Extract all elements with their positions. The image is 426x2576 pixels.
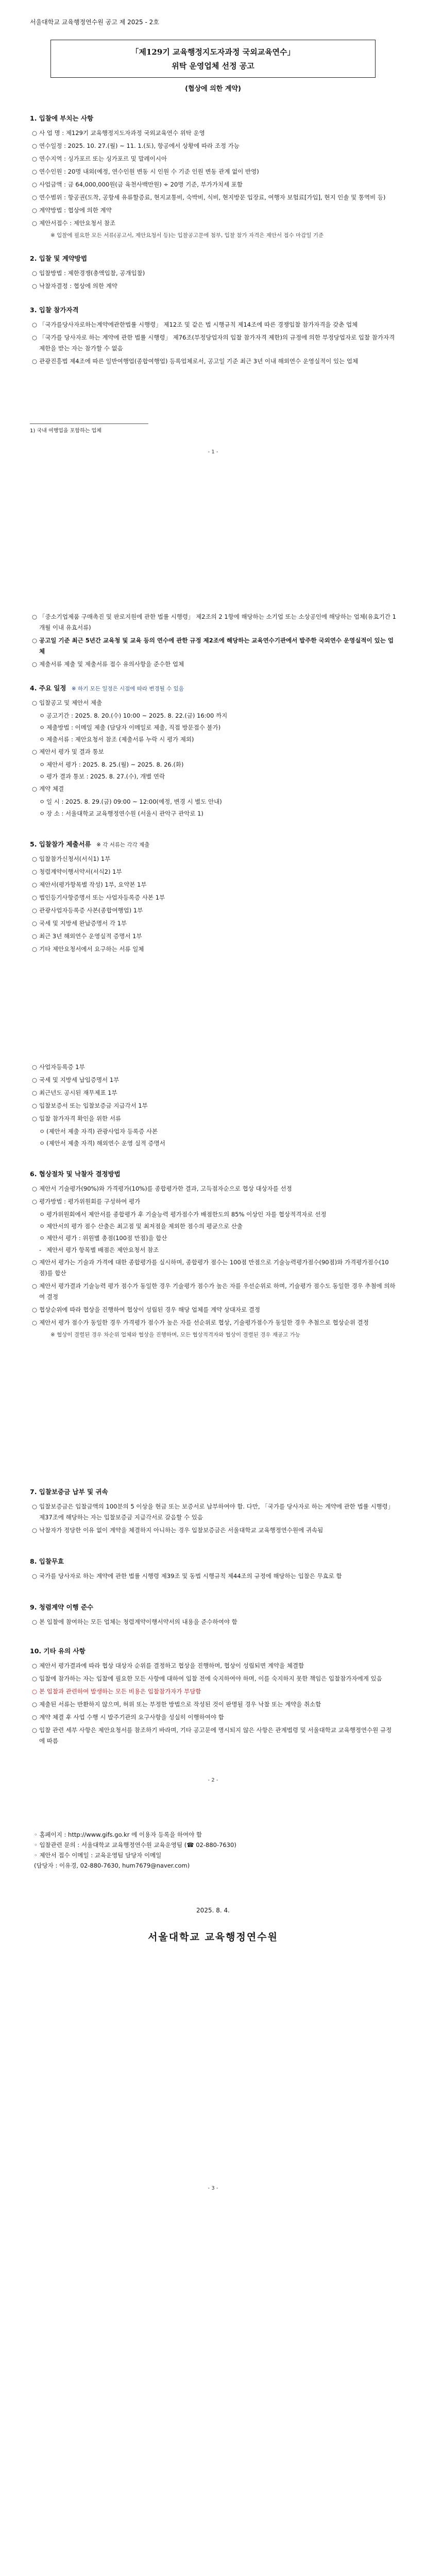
section-1-note: ※ 입찰에 필요한 모든 서류(공고서, 제안요청서 등)는 입찰공고문에 첨부, 입찰 참가 자격은 제안서 접수 마감일 기준 <box>50 232 324 239</box>
page-number-2: - 2 - <box>208 1777 218 1783</box>
bullet-marker: ○ <box>32 1726 38 1734</box>
list-item <box>30 918 396 929</box>
list-item-text: 평가위원회에서 제안서를 종합평가 후 기술능력 평가점수가 배점한도의 85% 이상인 자를 협상적격자로 선정 <box>46 1211 327 1218</box>
bullet-marker: ○ <box>32 1306 38 1313</box>
list-item <box>30 635 396 657</box>
section-5b-list <box>30 1062 396 1148</box>
list-item <box>30 1062 396 1073</box>
list-item-text: 관광진흥법 제4조에 따른 일반여행업(종합여행업) 등록업체로서, 공고일 기준 최근 3년 이내 해외연수 운영실적이 있는 업체 <box>39 358 359 365</box>
bullet-marker: ○ <box>32 894 38 901</box>
list-item-text: (제안서 제출 자격) 해외연수 운영 실적 증명서 <box>46 1140 165 1147</box>
bullet-marker: ○ <box>32 1503 38 1510</box>
section-3-list <box>30 319 396 367</box>
list-item-text: 계약방법 : 협상에 의한 계약 <box>39 207 112 214</box>
section-2-heading: 2. 입찰 및 계약방법 <box>30 255 88 262</box>
list-item-text: 국세 및 지방세 완납증명서 각 1부 <box>39 920 127 927</box>
bullet-marker: ○ <box>32 207 38 214</box>
list-item <box>30 141 396 151</box>
bullet-marker: ○ <box>32 181 38 188</box>
list-item <box>30 747 396 757</box>
bullet-marker: ㅇ <box>39 1128 45 1135</box>
list-item <box>30 154 396 164</box>
bullet-marker: ○ <box>32 1618 38 1625</box>
list-item-text: (제안서 제출 자격) 관광사업자 등록증 사본 <box>46 1128 158 1135</box>
list-item-text: 공고일 기준 최근 5년간 교육청 및 교육 등의 연수에 관한 규정 제2조에 해당하는 교육연수기관에서 발주한 국외연수 운영실적이 있는 업체 <box>39 637 394 655</box>
list-item <box>30 1281 396 1302</box>
page-number-1: - 1 - <box>208 449 218 455</box>
section-4-list <box>30 698 396 819</box>
list-item <box>30 1183 396 1194</box>
bullet-marker: ○ <box>32 1115 38 1122</box>
list-item <box>30 1660 396 1671</box>
section-7-heading: 7. 입찰보증금 납부 및 귀속 <box>30 1488 108 1496</box>
section-9-heading: 9. 청렴계약 이행 준수 <box>30 1603 94 1611</box>
list-item <box>30 1100 396 1111</box>
list-item <box>30 796 396 807</box>
issuer-signature: 서울대학교 교육행정연수원 <box>148 1931 278 1943</box>
list-item <box>30 931 396 942</box>
list-item <box>30 1686 396 1697</box>
list-item <box>30 332 396 354</box>
bullet-marker: ○ <box>32 945 38 953</box>
section-6-note: ※ 협상이 결렬된 경우 차순위 업체와 협상을 진행하며, 모든 협상적격자와 협상이 결렬된 경우 재공고 가능 <box>50 1332 300 1338</box>
list-item-text: 제안서 평가 : 위원별 총점(100점 만점)을 합산 <box>46 1234 167 1242</box>
bullet-marker: ○ <box>32 1259 38 1266</box>
list-item-text: 연수지역 : 싱가포르 또는 싱가포르 및 말레이시아 <box>39 155 167 162</box>
bullet-marker: ○ <box>32 748 38 755</box>
notice-number: 서울대학교 교육행정연수원 공고 제 2025 - 2호 <box>30 19 159 26</box>
section-4-title: 4. 주요 일정 <box>30 684 66 692</box>
bullet-marker: ○ <box>32 1527 38 1534</box>
list-item-text: 제안서 평가 항목별 배점은 제안요청서 참조 <box>46 1246 159 1253</box>
bullet-marker: ○ <box>32 1714 38 1721</box>
bullet-marker: ○ <box>32 194 38 201</box>
bullet-marker: ○ <box>32 660 38 668</box>
title-subtitle: (협상에 의한 계약) <box>185 85 241 93</box>
section-3b-list <box>30 612 396 670</box>
title-box <box>50 40 376 78</box>
bullet-marker: ○ <box>32 1089 38 1096</box>
bullet-marker: ○ <box>32 868 38 875</box>
list-item-text: 국가를 당사자로 하는 계약에 관한 법률 시행령 제39조 및 동법 시행규칙 제44조의 규정에 해당하는 입찰은 무효로 함 <box>39 1572 342 1580</box>
list-item-text: 제안서 평가 점수가 동일한 경우 가격평가 점수가 높은 자를 선순위로 협상, 기술평가점수가 동일한 경우 추첨으로 협상순위 결정 <box>39 1319 369 1326</box>
section-4-heading <box>30 683 396 692</box>
list-item-text: 제안서 평가결과 기술능력 평가 점수가 동일한 경우 기술평가 점수가 높은 자를 우선순위로 하며, 기술평가 점수도 동일한 경우 추첨에 의하여 결정 <box>39 1282 396 1300</box>
bullet-marker: ○ <box>32 613 38 620</box>
list-item-text: 「중소기업제품 구매촉진 및 판로지원에 관한 법률 시행령」 제2조의 2 1항에 해당하는 소기업 또는 소상공인에 해당하는 업체(유효기간 1개월 이내 유효서류) <box>39 613 396 631</box>
list-item-text: 관광사업자등록증 사본(종합여행업) 1부 <box>39 907 143 914</box>
list-item <box>30 1221 396 1231</box>
list-item-text: 법인등기사항증명서 또는 사업자등록증 사본 1부 <box>39 894 165 901</box>
list-item <box>30 1317 396 1328</box>
list-item <box>30 808 396 819</box>
section-3-heading: 3. 입찰 참가자격 <box>30 306 79 314</box>
list-item-text: 협상순위에 따라 협상을 진행하여 협상이 성립된 경우 해당 업체를 계약 상대자로 결정 <box>39 1306 261 1313</box>
list-item-text: 제출된 서류는 반환하지 않으며, 허위 또는 부정한 방법으로 작성된 것이 판명될 경우 낙찰 또는 계약을 취소함 <box>39 1701 321 1708</box>
list-item <box>30 1257 396 1279</box>
bullet-marker: ○ <box>32 142 38 149</box>
contact-email: ◦ 제안서 접수 이메일 : 교육운영팀 담당자 이메일 <box>34 1852 162 1859</box>
list-item-text: 연수인원 : 20명 내외(예정, 연수인원 변동 시 인원 수 기준 인원 변동 관계 없이 반영) <box>39 168 259 175</box>
list-item-text: 제안서 평가 : 2025. 8. 25.(월) ~ 2025. 8. 26.(화) <box>46 761 184 768</box>
list-item <box>30 1525 396 1536</box>
list-item <box>30 205 396 216</box>
list-item-text: 입찰보증금은 입찰금액의 100분의 5 이상을 현금 또는 보증서로 납부하여야 함. 다만, 「국가를 당사자로 하는 계약에 관한 법률 시행령」 제37조에 해당하는 자는 입찰보증금 지급각서로 갈음할 수 있음 <box>39 1503 394 1521</box>
bullet-marker: ○ <box>32 933 38 940</box>
list-item-text: 국세 및 지방세 납입증명서 1부 <box>39 1076 120 1083</box>
bullet-marker: ㅇ <box>39 712 45 719</box>
title-line-1: 「제129기 교육행정지도자과정 국외교육연수」 <box>131 47 295 57</box>
bullet-marker: ○ <box>32 785 38 792</box>
list-item <box>30 1075 396 1086</box>
bullet-marker: ○ <box>32 321 38 328</box>
contact-inquiry: ◦ 입찰관련 문의 : 서울대학교 교육행정연수원 교육운영팀 (☎ 02-880-7630) <box>34 1841 236 1849</box>
bullet-marker: ㅇ <box>39 773 45 780</box>
list-item-text: 평가방법 : 평가위원회를 구성하여 평가 <box>39 1198 141 1205</box>
contact-block <box>30 1829 396 1871</box>
bullet-marker: ○ <box>32 282 38 290</box>
bullet-marker: ㅇ <box>39 761 45 768</box>
list-item <box>30 771 396 782</box>
list-item-text: 사업금액 : 금 64,000,000원(금 육천사백만원) ÷ 20명 기준, 부가가치세 포함 <box>39 181 243 188</box>
bullet-marker: ○ <box>32 1076 38 1083</box>
bullet-marker: ○ <box>32 699 38 706</box>
list-item <box>30 659 396 670</box>
list-item <box>30 166 396 177</box>
list-item-text: 사 업 명 : 제129기 교육행정지도자과정 국외교육연수 위탁 운영 <box>39 129 205 137</box>
bullet-marker: ○ <box>32 269 38 277</box>
list-item-text: 제안서(평가항목별 작성) 1부, 요약본 1부 <box>39 881 147 888</box>
section-2-list <box>30 268 396 292</box>
bullet-marker: ○ <box>32 855 38 862</box>
section-5-list <box>30 854 396 955</box>
section-6-heading: 6. 협상절차 및 낙찰자 결정방법 <box>30 1170 121 1178</box>
list-item <box>30 356 396 367</box>
list-item-text: 본 입찰에 참여하는 모든 업체는 청렴계약이행서약서의 내용을 준수하여야 함 <box>39 1618 237 1625</box>
bullet-marker: ○ <box>32 1319 38 1326</box>
list-item-text: 제안서 평가 및 결과 통보 <box>39 748 104 755</box>
list-item <box>30 1617 396 1628</box>
list-item-text: 사업자등록증 1부 <box>39 1063 85 1071</box>
list-item <box>30 1501 396 1523</box>
bullet-marker: ○ <box>32 168 38 175</box>
list-item-text: 연수일정 : 2025. 10. 27.(월) ~ 11. 1.(토), 항공에서 상황에 따라 조정 가능 <box>39 142 240 149</box>
list-item <box>30 698 396 708</box>
list-item <box>30 1571 396 1582</box>
section-1-list <box>30 128 396 229</box>
bullet-marker: ㅇ <box>39 1211 45 1218</box>
list-item-text: 최근 3년 해외연수 운영실적 증명서 1부 <box>39 933 142 940</box>
bullet-marker: ○ <box>32 1185 38 1192</box>
list-item-text: 낙찰자가 정당한 이유 없이 계약을 체결하지 아니하는 경우 입찰보증금은 서울대학교 교육행정연수원에 귀속됨 <box>39 1527 323 1534</box>
list-item-text: 제안서 평가는 기술과 가격에 대한 종합평가를 실시하며, 종합평가 점수는 100점 만점으로 기술능력평가점수(90점)와 가격평가점수(10점)를 합산 <box>39 1259 389 1277</box>
list-item <box>30 1138 396 1148</box>
list-item <box>30 759 396 770</box>
list-item <box>30 179 396 190</box>
list-item-text: 제안서 기술평가(90%)와 가격평가(10%)를 종합평가한 결과, 고득점자순으로 협상 대상자를 선정 <box>39 1185 292 1192</box>
list-item-text: 제출서류 : 제안요청서 참조 (제출서류 누락 시 평가 제외) <box>46 736 194 743</box>
list-item-text: 입찰 관련 세부 사항은 제안요청서를 참조하기 바라며, 기타 공고문에 명시되지 않은 사항은 관계법령 및 서울대학교 교육행정연수원 규정에 따름 <box>39 1726 392 1744</box>
bullet-marker: ○ <box>32 881 38 888</box>
bullet-marker: ○ <box>32 1688 38 1695</box>
bullet-marker: ㅇ <box>39 1223 45 1230</box>
section-4-headnote: ※ 하기 모든 일정은 시점에 따라 변경될 수 있음 <box>71 686 184 692</box>
list-item <box>30 218 396 229</box>
list-item-text: 기타 제안요청서에서 요구하는 서류 일체 <box>39 945 144 953</box>
section-6-list <box>30 1183 396 1328</box>
section-8-list <box>30 1571 396 1582</box>
bullet-marker: ○ <box>32 1675 38 1682</box>
list-item <box>30 944 396 955</box>
list-item <box>30 281 396 292</box>
list-item <box>30 1196 396 1207</box>
list-item <box>30 1126 396 1137</box>
section-5-headnote: ※ 각 서류는 각각 제출 <box>96 842 150 848</box>
bullet-marker: ○ <box>32 1662 38 1669</box>
contact-person: (담당자 : 이유경, 02-880-7630, hum7679@naver.com) <box>34 1862 190 1869</box>
list-item <box>30 1209 396 1219</box>
list-item-text: 공고기간 : 2025. 8. 20.(수) 10:00 ~ 2025. 8. 22.(금) 16:00 까지 <box>46 712 228 719</box>
bullet-marker: ○ <box>32 920 38 927</box>
list-item <box>30 867 396 877</box>
section-10-list <box>30 1660 396 1747</box>
list-item <box>30 612 396 633</box>
list-item-text: 제안서 평가결과에 따라 협상 대상자 순위를 결정하고 협상을 진행하며, 협상이 성립되면 계약을 체결함 <box>39 1662 304 1669</box>
list-item-text: 장 소 : 서울대학교 교육행정연수원 (서울시 관악구 관악로 1) <box>46 810 203 817</box>
bullet-marker: ○ <box>32 1572 38 1580</box>
bullet-marker: ㅇ <box>39 736 45 743</box>
list-item-text: 청렴계약이행서약서(서식2) 1부 <box>39 868 122 875</box>
list-item-text: 최근년도 공시된 재무제표 1부 <box>39 1089 117 1096</box>
section-7-list <box>30 1501 396 1536</box>
bullet-marker: ○ <box>32 1198 38 1205</box>
list-item-text: 계약 체결 <box>39 785 64 792</box>
list-item <box>30 128 396 139</box>
list-item <box>30 854 396 865</box>
bullet-marker: ○ <box>32 907 38 914</box>
bullet-marker: ○ <box>32 1063 38 1071</box>
bullet-marker: - <box>39 1246 42 1253</box>
list-item <box>30 710 396 721</box>
list-item-text: 입찰방법 : 제한경쟁(총액입찰, 공개입찰) <box>39 269 145 277</box>
section-5-heading <box>30 839 396 849</box>
list-item <box>30 1304 396 1315</box>
list-item <box>30 734 396 744</box>
list-item-text: 낙찰자결정 : 협상에 의한 계약 <box>39 282 117 290</box>
list-item-text: 제출방법 : 이메일 제출 (담당자 이메일로 제출, 직접 방문접수 불가) <box>46 724 221 731</box>
notice-date: 2025. 8. 4. <box>196 1907 230 1914</box>
bullet-marker: ㅇ <box>39 1234 45 1242</box>
section-8-heading: 8. 입찰무효 <box>30 1557 64 1565</box>
section-5-title: 5. 입찰참가 제출서류 <box>30 840 91 848</box>
list-item-text: 입찰에 참가하는 자는 입찰에 필요한 모든 사항에 대하여 입찰 전에 숙지하여야 하며, 이를 숙지하지 못한 책임은 입찰참가자에게 있음 <box>39 1675 382 1682</box>
list-item <box>30 1245 396 1255</box>
list-item-text: 입찰참가신청서(서식1) 1부 <box>39 855 111 862</box>
list-item-text: 연수범위 : 항공권(도착, 공항세 유류할증료, 현지교통비, 숙박비, 식비, 현지방문 입장료, 여행자 보험료[가입], 현지 인솔 및 통역비 등) <box>39 194 386 201</box>
bullet-marker: ○ <box>32 155 38 162</box>
list-item-text: 제안서의 평가 점수 산출은 최고점 및 최저점을 제외한 점수의 평균으로 산출 <box>46 1223 243 1230</box>
bullet-marker: ○ <box>32 1102 38 1109</box>
bullet-marker: ㅇ <box>39 1140 45 1147</box>
list-item-text: 입찰공고 및 제안서 제출 <box>39 699 103 706</box>
list-item <box>30 784 396 794</box>
list-item <box>30 1088 396 1098</box>
list-item <box>30 1673 396 1684</box>
list-item-text: 「국가를당사자로하는계약에관한법률 시행령」 제12조 및 같은 법 시행규칙 제14조에 따른 경쟁입찰 참가자격을 갖춘 업체 <box>39 321 358 328</box>
list-item-text: 제안서접수 : 제안요청서 참조 <box>39 219 116 227</box>
bullet-marker: ○ <box>32 129 38 137</box>
bullet-marker: ○ <box>32 334 38 341</box>
list-item <box>30 1113 396 1124</box>
bullet-marker: ㅇ <box>39 810 45 817</box>
list-item-text: 입찰 참가자격 확인을 위한 서류 <box>39 1115 122 1122</box>
section-10-heading: 10. 기타 유의 사항 <box>30 1647 86 1655</box>
bullet-marker: ○ <box>32 1282 38 1290</box>
list-item <box>30 722 396 733</box>
list-item <box>30 192 396 203</box>
list-item-text: 일 시 : 2025. 8. 29.(금) 09:00 ~ 12:00(예정, 변경 시 별도 안내) <box>46 798 222 805</box>
bullet-marker: ㅇ <box>39 724 45 731</box>
list-item <box>30 319 396 330</box>
list-item-text: 평가 결과 통보 : 2025. 8. 27.(수), 개별 연락 <box>46 773 165 780</box>
list-item-text: 「국가를 당사자로 하는 계약에 관한 법률 시행령」 제76조(부정당업자의 입찰 참가자격 제한)의 규정에 의한 부정당업자로 입찰 참가자격 제한을 받는 자는 참가할 수 없음 <box>39 334 395 352</box>
list-item-text: 본 입찰과 관련하여 발생하는 모든 비용은 입찰참가자가 부담함 <box>39 1688 201 1695</box>
bullet-marker: ○ <box>32 1701 38 1708</box>
list-item <box>30 905 396 916</box>
list-item <box>30 1233 396 1243</box>
list-item-text: 계약 체결 후 사업 수행 시 발주기관의 요구사항을 성실히 이행하여야 함 <box>39 1714 224 1721</box>
list-item <box>30 268 396 279</box>
bullet-marker: ○ <box>32 637 38 644</box>
list-item-text: 입찰보증서 또는 입찰보증금 지급각서 1부 <box>39 1102 148 1109</box>
page-number-3: - 3 - <box>208 2185 218 2191</box>
bullet-marker: ○ <box>32 358 38 365</box>
footnote: 1) 국내 여행업을 포함하는 업체 <box>30 423 148 434</box>
section-1-heading: 1. 입찰에 부치는 사항 <box>30 114 94 122</box>
list-item-text: 제출서류 제출 및 제출서류 접수 유의사항을 준수한 업체 <box>39 660 184 668</box>
bullet-marker: ㅇ <box>39 798 45 805</box>
title-line-2: 위탁 운영업체 선정 공고 <box>172 61 254 71</box>
list-item <box>30 1725 396 1747</box>
list-item <box>30 1699 396 1710</box>
section-9-list <box>30 1617 396 1628</box>
contact-homepage: ◦ 홈페이지 : http://www.gifs.go.kr 에 이용자 등록을 하여야 함 <box>34 1831 202 1838</box>
list-item <box>30 879 396 890</box>
bullet-marker: ○ <box>32 219 38 227</box>
list-item <box>30 892 396 903</box>
list-item <box>30 1712 396 1723</box>
